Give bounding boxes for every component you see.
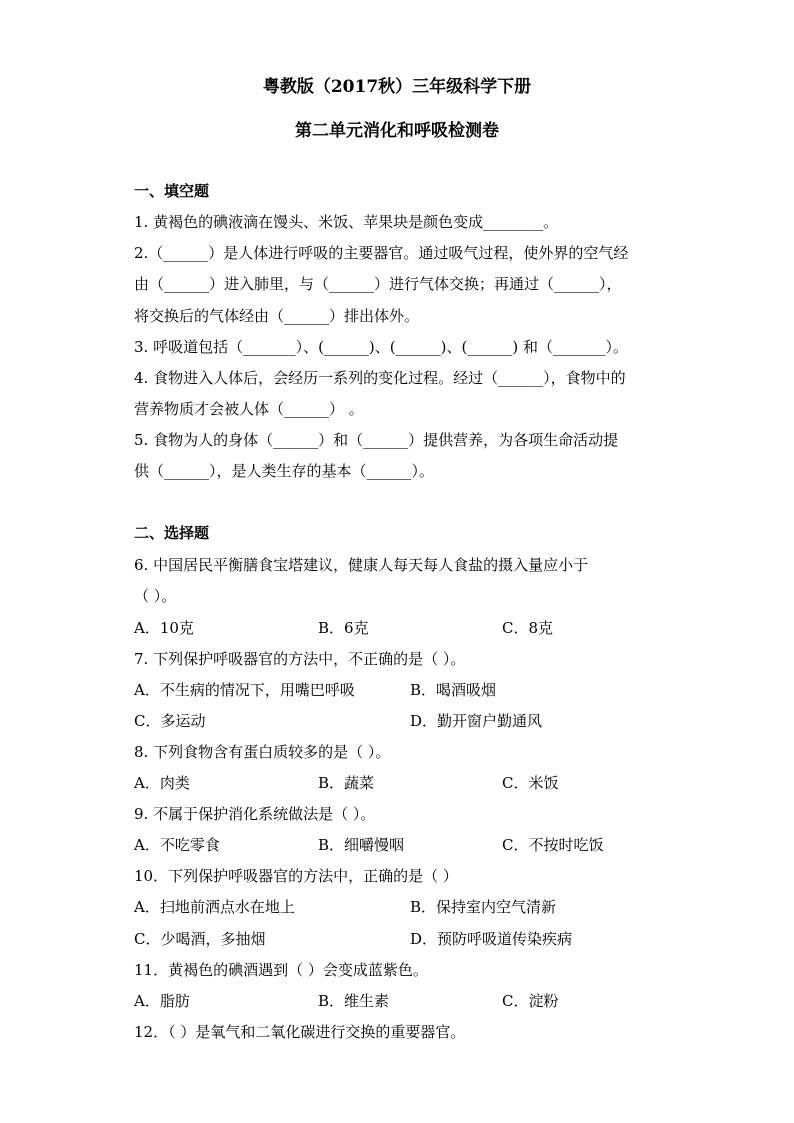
option-a: A．不吃零食 bbox=[134, 836, 220, 854]
option-a: A．脂肪 bbox=[134, 992, 190, 1010]
question-line: 5. 食物为人的身体（______）和（______）提供营养，为各项生命活动提 bbox=[134, 431, 619, 449]
question-stem: 11．黄褐色的碘酒遇到（ ）会变成蓝紫色。 bbox=[134, 961, 428, 979]
section-heading-fill-blank: 一、填空题 bbox=[134, 182, 210, 200]
question-stem: 6. 中国居民平衡膳食宝塔建议，健康人每天每人食盐的摄入量应小于 bbox=[134, 556, 589, 574]
question-line: 营养物质才会被人体（______） 。 bbox=[134, 400, 364, 418]
question-line: 将交换后的气体经由（______）排出体外。 bbox=[134, 307, 420, 325]
question-stem: 10．下列保护呼吸器官的方法中，正确的是（ ） bbox=[134, 867, 458, 885]
section-heading-choice: 二、选择题 bbox=[134, 524, 210, 542]
question-line: 由（______）进入肺里，与（______）进行气体交换；再通过（______）， bbox=[134, 275, 622, 293]
option-a: A．扫地前洒点水在地上 bbox=[134, 898, 295, 916]
option-b: B．保持室内空气清新 bbox=[410, 898, 557, 916]
option-b: B．蔬菜 bbox=[318, 774, 375, 792]
question-stem: （ ）。 bbox=[134, 587, 177, 605]
question-line: 1. 黄褐色的碘液滴在馒头、米饭、苹果块是颜色变成________。 bbox=[134, 213, 559, 231]
question-line: 4. 食物进入人体后，会经历一系列的变化过程。经过（______），食物中的 bbox=[134, 369, 626, 387]
question-line: 供（______），是人类生存的基本（______）。 bbox=[134, 462, 435, 480]
option-b: B．6克 bbox=[318, 619, 369, 637]
option-b: B．喝酒吸烟 bbox=[410, 681, 497, 699]
question-stem: 12．（ ）是氧气和二氧化碳进行交换的重要器官。 bbox=[134, 1023, 466, 1041]
option-d: D．预防呼吸道传染疾病 bbox=[410, 930, 573, 948]
option-c: C．米饭 bbox=[502, 774, 559, 792]
option-b: B．细嚼慢咽 bbox=[318, 836, 405, 854]
option-a: A．肉类 bbox=[134, 774, 190, 792]
option-c: C．淀粉 bbox=[502, 992, 559, 1010]
option-c: C．多运动 bbox=[134, 712, 206, 730]
question-line: 3. 呼吸道包括（_______）、(______)、(______)、(______) 和（_______）。 bbox=[134, 338, 628, 356]
page-subtitle: 第二单元消化和呼吸检测卷 bbox=[295, 121, 499, 141]
option-c: C．少喝酒，多抽烟 bbox=[134, 930, 266, 948]
option-b: B．维生素 bbox=[318, 992, 390, 1010]
question-stem: 8. 下列食物含有蛋白质较多的是（ ）。 bbox=[134, 743, 391, 761]
option-c: C．不按时吃饭 bbox=[502, 836, 604, 854]
question-stem: 9. 不属于保护消化系统做法是（ ）。 bbox=[134, 805, 376, 823]
question-line: 2.（______）是人体进行呼吸的主要器官。通过吸气过程，使外界的空气经 bbox=[134, 244, 629, 262]
option-a: A．10克 bbox=[134, 619, 194, 637]
page-title: 粤教版（2017秋）三年级科学下册 bbox=[262, 77, 532, 97]
option-a: A．不生病的情况下，用嘴巴呼吸 bbox=[134, 681, 355, 699]
option-c: C．8克 bbox=[502, 619, 554, 637]
option-d: D．勤开窗户勤通风 bbox=[410, 712, 543, 730]
question-stem: 7. 下列保护呼吸器官的方法中，不正确的是（ ）。 bbox=[134, 650, 466, 668]
